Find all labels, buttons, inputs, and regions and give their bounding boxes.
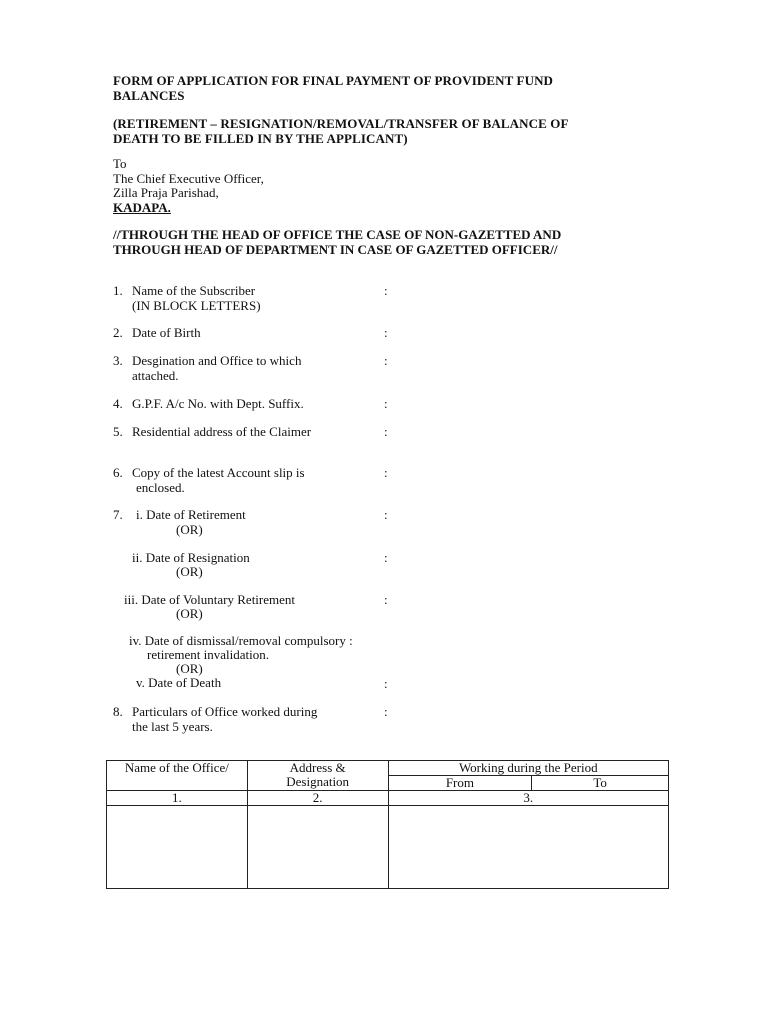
field-date-of-retirement	[113, 508, 393, 523]
or-label: (OR)	[176, 606, 203, 621]
header-address-designation	[247, 761, 388, 791]
colon-separator: :	[384, 283, 388, 298]
item-number: 1.	[113, 283, 123, 298]
item-label: Copy of the latest Account slip is	[132, 465, 305, 480]
form-title-line-2: BALANCES	[113, 88, 185, 103]
field-date-of-death: v. Date of Death	[136, 675, 222, 690]
item-number: 5.	[113, 424, 123, 439]
header-designation-line: Designation	[286, 774, 350, 789]
table-number-row	[107, 791, 669, 806]
item-number: 6.	[113, 465, 123, 480]
item-number: 8.	[113, 704, 123, 719]
item-label: Date of Birth	[132, 325, 201, 340]
item-label: Particulars of Office worked during	[132, 704, 318, 719]
offices-table	[106, 760, 669, 889]
colon-separator: :	[384, 465, 388, 480]
header-to: To	[532, 776, 669, 791]
routing-instruction	[113, 227, 638, 257]
address-line-2: Zilla Praja Parishad,	[113, 185, 219, 200]
item-number: 3.	[113, 353, 123, 368]
item-number: 7.	[113, 507, 123, 522]
or-label: (OR)	[176, 661, 203, 676]
item-sublabel: enclosed.	[136, 479, 185, 495]
colon-separator: :	[384, 424, 388, 439]
address-designation-cell[interactable]	[247, 806, 388, 889]
colon-separator: :	[384, 550, 388, 565]
item-number: 2.	[113, 325, 123, 340]
form-subtitle	[113, 116, 656, 146]
header-office-name: Name of the Office/	[107, 761, 248, 791]
item-number: 4.	[113, 396, 123, 411]
header-from: From	[388, 776, 532, 791]
form-title	[113, 73, 656, 103]
field-account-slip	[113, 466, 393, 495]
form-title-line-1: FORM OF APPLICATION FOR FINAL PAYMENT OF PROVIDENT FUND	[113, 73, 554, 88]
item-sublabel: the last 5 years.	[132, 718, 213, 734]
item-label: Residential address of the Claimer	[132, 424, 312, 439]
colon-separator: :	[384, 396, 388, 411]
colon-separator: :	[384, 704, 388, 719]
recipient-address	[113, 157, 264, 215]
field-date-of-dismissal-cont: retirement invalidation.	[147, 647, 270, 662]
form-subtitle-line-2: DEATH TO BE FILLED IN BY THE APPLICANT)	[113, 131, 408, 146]
office-name-cell[interactable]	[107, 806, 248, 889]
field-residential-address	[113, 425, 393, 440]
field-date-of-dismissal: iv. Date of dismissal/removal compulsory :	[129, 633, 353, 648]
header-address-line: Address &	[289, 760, 346, 775]
field-offices-worked	[113, 705, 393, 734]
field-date-of-resignation: ii. Date of Resignation	[132, 550, 250, 565]
header-working-period: Working during the Period	[388, 761, 668, 776]
field-gpf-account	[113, 397, 393, 412]
column-number-3: 3.	[388, 791, 668, 806]
field-designation-office	[113, 354, 393, 383]
colon-separator: :	[384, 325, 388, 340]
address-line-1: The Chief Executive Officer,	[113, 170, 264, 186]
table-header-row	[107, 761, 669, 776]
item-label: Desgination and Office to which	[132, 353, 302, 368]
address-to: To	[113, 156, 127, 171]
form-subtitle-line-1: (RETIREMENT – RESIGNATION/REMOVAL/TRANSFER OF BALANCE OF	[113, 116, 569, 131]
or-label: (OR)	[176, 522, 203, 537]
colon-separator: :	[384, 353, 388, 368]
item-sublabel: attached.	[132, 367, 179, 383]
routing-line-1: //THROUGH THE HEAD OF OFFICE THE CASE OF NON-GAZETTED AND	[113, 227, 562, 242]
item-label: G.P.F. A/c No. with Dept. Suffix.	[132, 396, 304, 411]
or-label: (OR)	[176, 564, 203, 579]
field-date-of-voluntary-retirement: iii. Date of Voluntary Retirement	[124, 592, 296, 607]
address-city: KADAPA.	[113, 199, 171, 215]
table-row	[107, 806, 669, 889]
field-subscriber-name	[113, 284, 393, 313]
column-number-2: 2.	[247, 791, 388, 806]
working-period-cell[interactable]	[388, 806, 668, 889]
colon-separator: :	[384, 507, 388, 522]
routing-line-2: THROUGH HEAD OF DEPARTMENT IN CASE OF GAZETTED OFFICER//	[113, 242, 558, 257]
field-date-of-birth	[113, 326, 393, 341]
colon-separator: :	[384, 676, 388, 691]
item-label: Name of the Subscriber	[132, 283, 256, 298]
item-sublabel: (IN BLOCK LETTERS)	[132, 297, 261, 313]
column-number-1: 1.	[107, 791, 248, 806]
colon-separator: :	[384, 592, 388, 607]
item-label: i. Date of Retirement	[136, 507, 246, 522]
